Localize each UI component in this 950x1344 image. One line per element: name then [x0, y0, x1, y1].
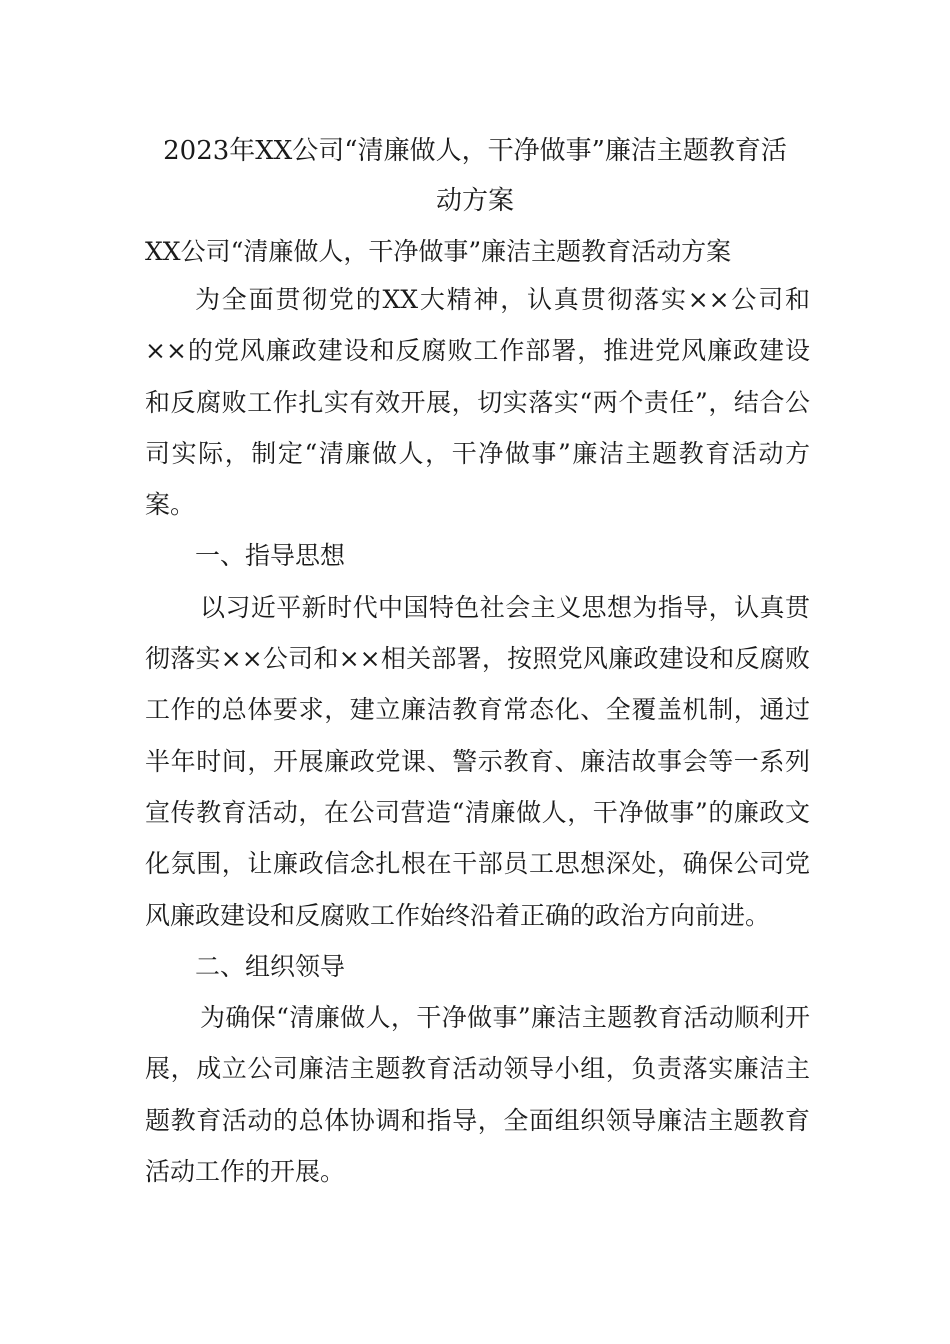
section-1-paragraph: 以习近平新时代中国特色社会主义思想为指导，认真贯彻落实××公司和××相关部署，按照党风廉政建设和反腐败工作的总体要求，建立廉洁教育常态化、全覆盖机制，通过半年时间，开展廉政党课、警示教育、廉洁故事会等一系列宣传教育活动，在公司营造“清廉做人，干净做事”的廉政文化氛围，让廉政信念扎根在干部员工思想深处，确保公司党风廉政建设和反腐败工作始终沿着正确的政治方向前进。 [145, 592, 810, 930]
title-line-2: 动方案 [435, 186, 514, 216]
intro-paragraph: 为全面贯彻党的XX大精神，认真贯彻落实××公司和××的党风廉政建设和反腐败工作部署，推进党风廉政建设和反腐败工作扎实有效开展，切实落实“两个责任”，结合公司实际，制定“清廉做人，干净做事”廉洁主题教育活动方案。 [145, 285, 810, 520]
title-line-1: 2023年XX公司“清廉做人，干净做事”廉洁主题教育活 [163, 136, 787, 166]
document-title [140, 126, 810, 226]
document-body [145, 274, 810, 1197]
section-2-heading: 二、组织领导 [195, 951, 346, 981]
section-1-heading: 一、指导思想 [195, 541, 346, 571]
document-subtitle: XX公司“清廉做人，干净做事”廉洁主题教育活动方案 [145, 237, 732, 266]
section-2-paragraph: 为确保“清廉做人，干净做事”廉洁主题教育活动顺利开展，成立公司廉洁主题教育活动领导小组，负责落实廉洁主题教育活动的总体协调和指导，全面组织领导廉洁主题教育活动工作的开展。 [145, 1003, 810, 1187]
